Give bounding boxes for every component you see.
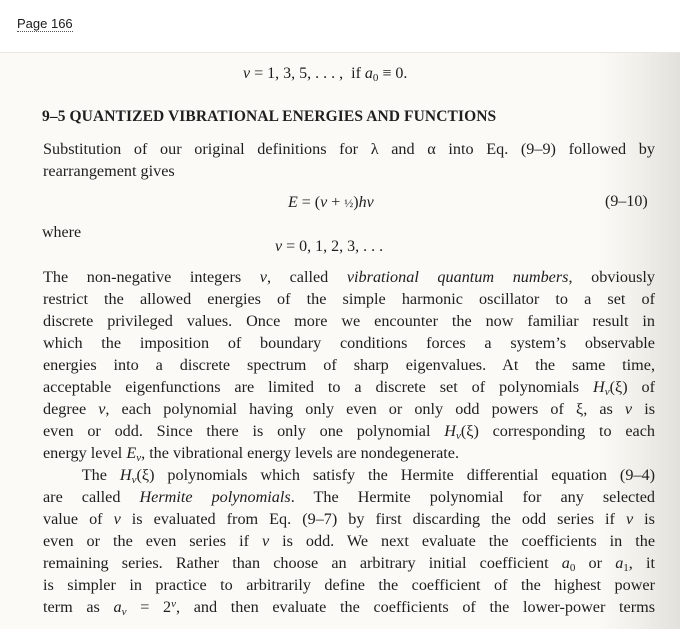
p1-line-4: which the imposition of boundary conditions forces a system’s observable: [43, 334, 655, 352]
p1-line-9: energy level $E_v$, the vibrational energy levels are nondegenerate.: [43, 444, 460, 464]
p1-line-1: The non-negative integers v, called vibrational quantum numbers, obviously: [43, 268, 655, 286]
p1-line-2: restrict the allowed energies of the simple harmonic oscillator to a set of: [43, 290, 655, 308]
energy-equation: E = (v + ½)hν: [288, 194, 374, 211]
paragraph-hermite-polynomials: [43, 464, 655, 618]
p1-line-7: degree v, each polynomial having only even or only odd powers of ξ, as v is: [43, 400, 655, 418]
equation-number: (9–10): [605, 193, 648, 210]
p2-line-1: The $H_v(\xi)$ polynomials which satisfy the Hermite differential equation (9–4): [43, 466, 655, 486]
quantum-number-equation: v = 0, 1, 2, 3, . . .: [275, 238, 384, 255]
page-label: Page 166: [17, 16, 73, 31]
p2-line-7: term as $a_v = 2^v$, and then evaluate the coefficients of the lower-power terms: [43, 598, 655, 618]
p1-line-8: even or odd. Since there is only one polynomial $H_v(\xi)$ corresponding to each: [43, 422, 655, 442]
intro-line-2: rearrangement gives: [43, 162, 175, 180]
p2-line-2: are called Hermite polynomials. The Hermite polynomial for any selected: [43, 488, 655, 506]
top-equation: v = 1, 3, 5, . . . , if $a_0 \equiv 0$.: [243, 65, 408, 84]
intro-line-1: Substitution of our original definitions for λ and α into Eq. (9–9) followed by: [43, 140, 655, 158]
p2-line-3: value of v is evaluated from Eq. (9–7) by first discarding the odd series if v is: [43, 510, 655, 528]
p2-line-6: is simpler in practice to arbitrarily define the coefficient of the highest power: [43, 576, 655, 594]
where-label: where: [42, 224, 82, 241]
p1-line-6: acceptable eigenfunctions are limited to a discrete set of polynomials $H_v(\xi)$ of: [43, 378, 655, 398]
intro-paragraph: [43, 138, 655, 182]
p1-line-3: discrete privileged values. Once more we encounter the now familiar result in: [43, 312, 655, 330]
p2-line-4: even or the even series if v is odd. We next evaluate the coefficients in the: [43, 532, 656, 550]
scan-edge: [0, 52, 680, 53]
paragraph-vibrational-quantum-numbers: [43, 266, 655, 464]
section-heading: 9–5 QUANTIZED VIBRATIONAL ENERGIES AND FUNCTIONS: [42, 108, 497, 125]
p2-line-5: remaining series. Rather than choose an arbitrary initial coefficient $a_0$ or $a_1$, it: [43, 554, 655, 574]
p1-line-5: energies into a discrete spectrum of sharp eigenvalues. At the same time,: [43, 356, 655, 374]
